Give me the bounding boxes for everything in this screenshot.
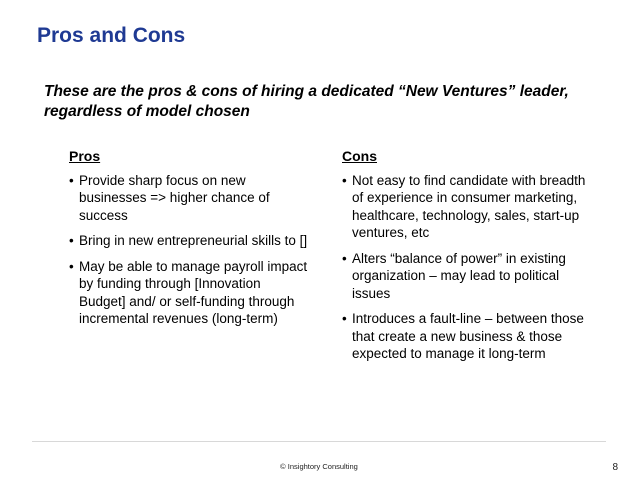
pros-item-text: Provide sharp focus on new businesses => higher chance of success (79, 172, 270, 223)
bullet-icon: • (69, 258, 74, 274)
cons-item-text: Not easy to find candidate with breadth of experience in consumer marketing, healthcare, technology, sales, start-up ventures, etc (352, 172, 586, 240)
bullet-icon: • (69, 172, 74, 188)
slide-title: Pros and Cons (37, 24, 186, 47)
bullet-icon: • (342, 311, 347, 326)
footer-copyright: © Insightory Consulting (280, 462, 358, 471)
bullet-icon: • (342, 172, 347, 188)
pros-item-text: Bring in new entrepreneurial skills to [] (79, 233, 308, 248)
cons-item (342, 250, 592, 303)
cons-item-text: Introduces a fault-line – between those that create a new business & those expected to manage it long-term (352, 311, 584, 361)
pros-item (69, 172, 309, 225)
cons-heading: Cons (342, 148, 377, 164)
pros-item (69, 232, 309, 250)
pros-item-text: May be able to manage payroll impact by funding through [Innovation Budget] and/ or self-funding through incremental revenues (long-term) (79, 258, 308, 326)
cons-item (342, 172, 592, 242)
page-number: 8 (612, 462, 618, 473)
bullet-icon: • (69, 233, 74, 248)
pros-list (69, 172, 309, 328)
cons-column (342, 148, 592, 371)
footer-divider (32, 441, 606, 442)
pros-column (69, 148, 309, 336)
cons-item (342, 310, 592, 363)
bullet-icon: • (342, 250, 347, 266)
cons-item-text: Alters “balance of power” in existing organization – may lead to political issues (352, 250, 566, 301)
pros-item (69, 258, 309, 328)
slide-subtitle: These are the pros & cons of hiring a dedicated “New Ventures” leader, regardless of model chosen (44, 83, 569, 120)
cons-list (342, 172, 592, 363)
pros-heading: Pros (69, 148, 101, 164)
